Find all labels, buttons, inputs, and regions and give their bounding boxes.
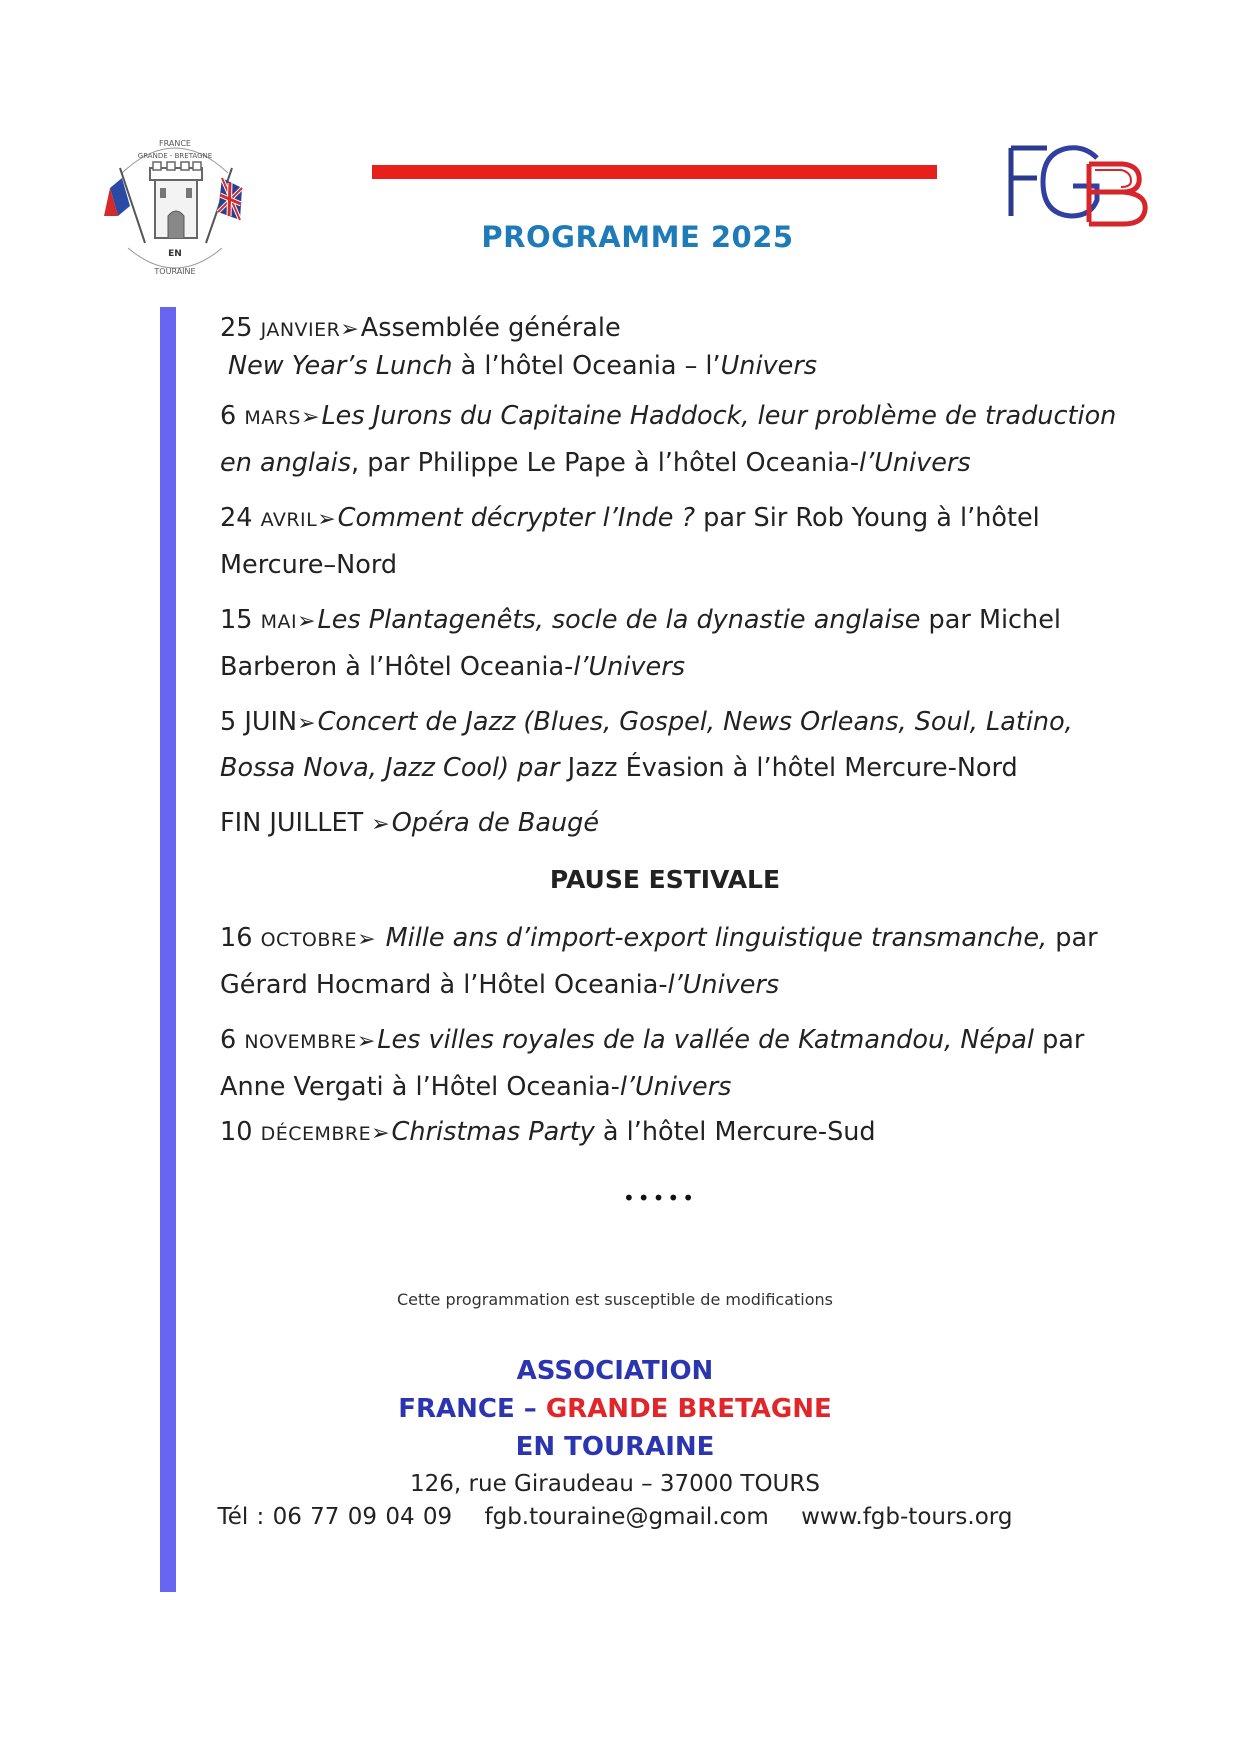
association-region: EN TOURAINE xyxy=(515,1432,715,1462)
svg-text:TOURAINE: TOURAINE xyxy=(154,267,196,276)
association-logo xyxy=(100,128,250,278)
separator-dots: ••••• xyxy=(623,1186,697,1210)
association-countries xyxy=(300,1394,930,1424)
event-venue: par Sir Rob Young à l’hôtel Mercure–Nord xyxy=(220,503,1040,580)
event-item xyxy=(220,394,1120,486)
event-title: Les Jurons du Capitaine Haddock, leur problème de traduction en anglais xyxy=(220,401,1117,478)
arrow-icon: ➢ xyxy=(317,507,336,532)
side-accent-bar xyxy=(160,307,176,1592)
event-venue: à l’hôtel Oceania – l’ xyxy=(452,351,721,381)
svg-text:GRANDE - BRETAGNE: GRANDE - BRETAGNE xyxy=(137,152,213,160)
fgb-logo xyxy=(1005,140,1170,240)
event-day: 6 xyxy=(220,401,237,431)
event-item xyxy=(220,1110,1120,1157)
arrow-icon: ➢ xyxy=(356,1029,376,1054)
page-title: PROGRAMME 2025 xyxy=(481,220,794,254)
event-title: Les Plantagenêts, socle de la dynastie anglaise xyxy=(317,605,921,635)
event-title: Assemblée générale xyxy=(360,313,621,343)
event-venue: à l’hôtel Mercure-Sud xyxy=(594,1117,876,1147)
event-month: MAI xyxy=(260,611,298,633)
website-link[interactable]: www.fgb-tours.org xyxy=(801,1504,1013,1530)
event-title: Opéra de Baugé xyxy=(391,808,600,838)
event-item xyxy=(220,801,1120,847)
event-month: DÉCEMBRE xyxy=(260,1123,372,1145)
header-red-bar xyxy=(372,165,937,179)
event-title: Christmas Party xyxy=(391,1117,595,1147)
event-day: 6 xyxy=(220,1025,237,1055)
phone-number: Tél : 06 77 09 04 09 xyxy=(217,1504,453,1530)
summer-break-heading: PAUSE ESTIVALE xyxy=(549,865,781,894)
event-day: 15 xyxy=(220,605,253,635)
event-venue: par Anne Vergati à l’Hôtel Oceania- xyxy=(220,1025,1085,1102)
disclaimer-note: Cette programmation est susceptible de modifications xyxy=(396,1290,834,1309)
event-title: Mille ans d’import-export linguistique transmanche, xyxy=(377,923,1048,953)
event-item xyxy=(220,700,1120,791)
event-venue: Jazz Évasion à l’hôtel Mercure-Nord xyxy=(559,753,1018,783)
event-day: 10 xyxy=(220,1117,253,1147)
event-month: JANVIER xyxy=(260,319,341,341)
event-venue-italic: Univers xyxy=(720,351,818,381)
association-france: FRANCE – xyxy=(398,1394,546,1424)
arrow-icon: ➢ xyxy=(297,609,316,634)
event-month: MARS xyxy=(244,407,301,429)
arrow-icon: ➢ xyxy=(340,317,359,342)
event-item xyxy=(220,1018,1120,1110)
postal-address: 126, rue Giraudeau – 37000 TOURS xyxy=(410,1471,820,1497)
event-venue-italic: l’Univers xyxy=(859,448,971,478)
event-italic: New Year’s Lunch xyxy=(228,351,453,381)
event-month: OCTOBRE xyxy=(260,929,358,951)
arrow-icon: ➢ xyxy=(371,812,390,837)
event-month: AVRIL xyxy=(260,509,318,531)
association-gb: GRANDE BRETAGNE xyxy=(545,1394,832,1424)
event-item xyxy=(220,916,1120,1008)
event-list xyxy=(220,310,1120,1167)
arrow-icon: ➢ xyxy=(297,711,316,736)
event-title: Comment décrypter l’Inde ? xyxy=(337,503,696,533)
event-month: NOVEMBRE xyxy=(244,1031,357,1053)
arrow-icon: ➢ xyxy=(371,1121,390,1146)
event-item xyxy=(220,598,1120,690)
arrow-icon: ➢ xyxy=(301,405,320,430)
association-name: ASSOCIATION xyxy=(516,1356,714,1386)
event-day: 16 xyxy=(220,923,253,953)
event-title: Les villes royales de la vallée de Katmandou, Népal xyxy=(377,1025,1034,1055)
event-month: JUIN xyxy=(244,707,298,737)
svg-text:EN: EN xyxy=(168,249,182,259)
event-venue-italic: l’Univers xyxy=(619,1072,732,1102)
event-venue: , par Philippe Le Pape à l’hôtel Oceania- xyxy=(351,448,860,478)
arrow-icon: ➢ xyxy=(357,927,376,952)
event-venue-italic: l’Univers xyxy=(667,970,780,1000)
event-subline xyxy=(220,348,1120,384)
event-day: 25 xyxy=(220,313,253,343)
event-day: 5 xyxy=(220,707,237,737)
event-day: 24 xyxy=(220,503,253,533)
email-link[interactable]: fgb.touraine@gmail.com xyxy=(484,1504,769,1530)
event-venue-italic: l’Univers xyxy=(573,652,685,682)
event-item xyxy=(220,310,1120,384)
event-venue: par Michel Barberon à l’Hôtel Oceania- xyxy=(220,605,1061,682)
event-title: Concert de Jazz (Blues, Gospel, News Orleans, Soul, Latino, Bossa Nova, Jazz Cool) par xyxy=(220,707,1073,783)
svg-text:FRANCE: FRANCE xyxy=(159,139,191,148)
event-venue: par Gérard Hocmard à l’Hôtel Oceania- xyxy=(220,923,1098,1000)
contact-line xyxy=(200,1504,1030,1530)
event-day: FIN JUILLET xyxy=(220,808,364,838)
event-item xyxy=(220,496,1120,588)
